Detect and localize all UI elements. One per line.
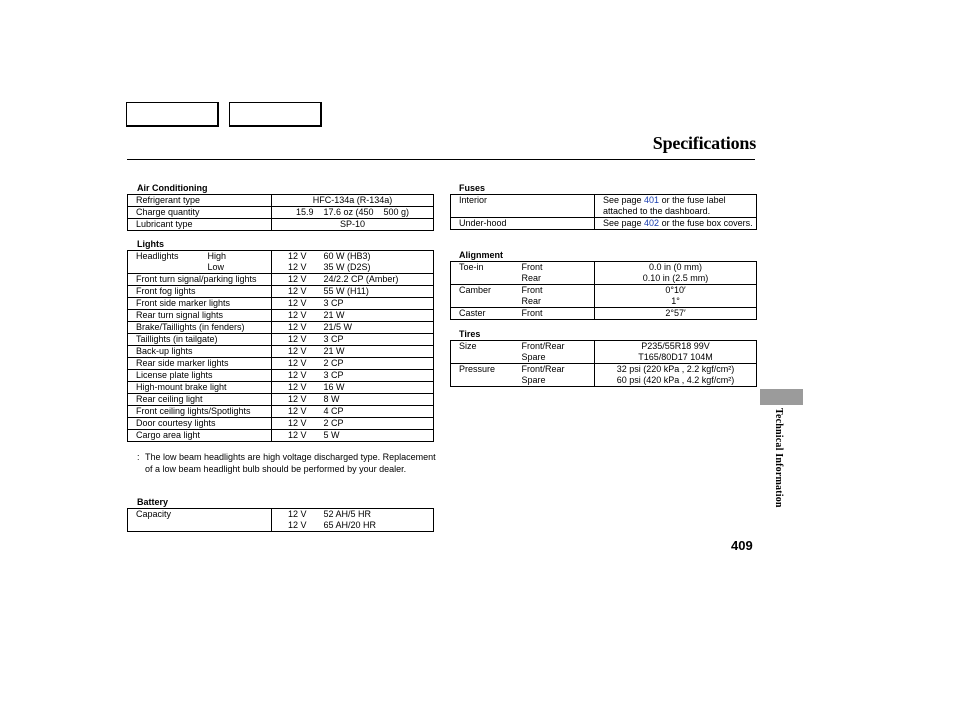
row-label (128, 262, 200, 274)
row-value: 0°10′ (595, 285, 757, 297)
row-label: Front turn signal/parking lights (128, 274, 272, 286)
table-row (128, 322, 434, 334)
nav-tab-box-2[interactable] (229, 102, 322, 127)
row-label (451, 375, 514, 387)
row-value: 21 W (308, 310, 434, 322)
table-row (128, 207, 434, 219)
row-sub: Front (514, 308, 595, 320)
row-label: Back-up lights (128, 346, 272, 358)
row-label: Size (459, 341, 477, 351)
lights-heading: Lights (137, 239, 164, 249)
row-value: 1° (595, 296, 757, 308)
side-section-label: Technical Information (773, 408, 784, 508)
row-value: 0.10 in (2.5 mm) (595, 273, 757, 285)
table-row (128, 394, 434, 406)
row-value: 5 W (308, 430, 434, 442)
table-row (451, 218, 757, 230)
table-row (128, 370, 434, 382)
row-label: Taillights (in tailgate) (128, 334, 272, 346)
row-label: Front fog lights (128, 286, 272, 298)
table-row (451, 285, 757, 297)
row-volt: 12 V (272, 520, 308, 532)
row-sub: Front/Rear (514, 364, 595, 376)
row-label: Interior (459, 195, 488, 205)
row-value: P235/55R18 99V (595, 341, 757, 353)
row-volt: 12 V (272, 406, 308, 418)
row-sub: Front (514, 285, 595, 297)
tires-heading: Tires (459, 329, 481, 339)
row-value: 52 AH/5 HR (323, 509, 372, 519)
table-row (128, 262, 434, 274)
row-volt: 12 V (272, 322, 308, 334)
row-volt: 12 V (272, 262, 308, 274)
table-row (451, 195, 757, 218)
row-value: 35 W (D2S) (323, 262, 371, 272)
fuse-text: See page (603, 195, 645, 205)
row-value: SP-10 (272, 219, 434, 231)
row-label (451, 296, 514, 308)
fuse-text: or the fuse label attached to the dashboard. (603, 195, 726, 216)
table-row (128, 430, 434, 442)
tires-table (450, 340, 757, 387)
row-volt: 12 V (272, 286, 308, 298)
row-value: 60 psi (420 kPa , 4.2 kgf/cm²) (595, 375, 757, 387)
row-label: Under-hood (451, 218, 595, 230)
table-row (128, 195, 434, 207)
row-value: 3 CP (308, 334, 434, 346)
table-row (451, 341, 757, 353)
table-row (451, 308, 757, 320)
row-sub: High (207, 251, 227, 261)
table-row (128, 382, 434, 394)
row-label: Door courtesy lights (128, 418, 272, 430)
row-sub: Rear (521, 273, 542, 283)
row-sub: Spare (521, 352, 546, 362)
alignment-table (450, 261, 757, 320)
row-value: 8 W (308, 394, 434, 406)
table-row (451, 262, 757, 274)
row-label: High-mount brake light (128, 382, 272, 394)
row-label: Lubricant type (128, 219, 272, 231)
air-conditioning-heading: Air Conditioning (137, 183, 208, 193)
page-number: 409 (731, 538, 753, 553)
row-label: Headlights (136, 251, 179, 261)
row-value: 24/2.2 CP (Amber) (308, 274, 434, 286)
row-volt: 12 V (272, 382, 308, 394)
table-row (128, 286, 434, 298)
row-volt: 12 V (272, 394, 308, 406)
table-row (128, 418, 434, 430)
battery-label: Capacity (136, 509, 172, 519)
note-marker: : (137, 452, 140, 462)
row-volt: 12 V (272, 430, 308, 442)
row-volt: 12 V (272, 251, 308, 263)
table-row (128, 298, 434, 310)
section-tab-marker[interactable] (760, 389, 803, 405)
note-text: The low beam headlights are high voltage discharged type. Replacement of a low beam headlight bulb should be performed by your dealer. (145, 452, 436, 474)
table-row (451, 273, 757, 285)
row-label: Charge quantity (128, 207, 272, 219)
row-sub: Low (207, 262, 225, 272)
row-label: Caster (451, 308, 514, 320)
table-row (128, 346, 434, 358)
row-volt: 12 V (272, 334, 308, 346)
row-value: 15.9 17.6 oz (450 500 g) (272, 207, 434, 219)
table-row (451, 364, 757, 376)
row-sub: Spare (521, 375, 546, 385)
row-label (451, 352, 514, 364)
table-row (128, 219, 434, 231)
row-volt: 12 V (272, 274, 308, 286)
row-label: Rear ceiling light (128, 394, 272, 406)
title-rule (127, 159, 755, 160)
row-value: 21/5 W (308, 322, 434, 334)
row-value: 3 CP (308, 370, 434, 382)
air-conditioning-table (127, 194, 434, 231)
table-row (128, 358, 434, 370)
table-row (128, 274, 434, 286)
alignment-heading: Alignment (459, 250, 503, 260)
row-value: 3 CP (308, 298, 434, 310)
row-label: Refrigerant type (136, 195, 201, 205)
row-volt: 12 V (272, 418, 308, 430)
page-title: Specifications (652, 133, 756, 153)
row-value: 21 W (308, 346, 434, 358)
row-label: License plate lights (128, 370, 272, 382)
row-value: 2°57′ (595, 308, 757, 320)
page-link-401[interactable]: 401 (644, 195, 660, 205)
row-label (451, 273, 514, 285)
fuse-text: See page (603, 218, 645, 228)
row-label: Front ceiling lights/Spotlights (128, 406, 272, 418)
row-label: Front side marker lights (128, 298, 272, 310)
row-value: HFC-134a (R-134a) (272, 195, 434, 207)
lights-table (127, 250, 434, 442)
table-row (128, 334, 434, 346)
row-value (595, 218, 757, 230)
table-row (128, 509, 434, 521)
row-value: 0.0 in (0 mm) (595, 262, 757, 274)
row-volt: 12 V (272, 358, 308, 370)
row-value: 2 CP (308, 358, 434, 370)
row-volt: 12 V (272, 298, 308, 310)
row-label: Rear turn signal lights (128, 310, 272, 322)
fuse-text: or the fuse box covers. (659, 218, 753, 228)
row-volt: 12 V (272, 509, 308, 521)
row-value (595, 195, 757, 218)
row-value: 16 W (308, 382, 434, 394)
page-link-402[interactable]: 402 (644, 218, 660, 228)
row-label: Brake/Taillights (in fenders) (128, 322, 272, 334)
row-value: 65 AH/20 HR (323, 520, 377, 530)
nav-tab-box-1[interactable] (126, 102, 219, 127)
fuses-table (450, 194, 757, 230)
row-label: Camber (451, 285, 514, 297)
battery-heading: Battery (137, 497, 169, 507)
table-row (128, 251, 434, 263)
row-value: 55 W (H11) (308, 286, 434, 298)
fuses-heading: Fuses (459, 183, 486, 193)
table-row (128, 406, 434, 418)
row-volt: 12 V (272, 370, 308, 382)
row-label: Cargo area light (128, 430, 272, 442)
row-label: Rear side marker lights (128, 358, 272, 370)
row-value: 60 W (HB3) (323, 251, 371, 261)
row-sub: Front/Rear (521, 341, 565, 351)
row-volt: 12 V (272, 310, 308, 322)
row-value: 32 psi (220 kPa , 2.2 kgf/cm²) (595, 364, 757, 376)
battery-table (127, 508, 434, 532)
row-value: 4 CP (308, 406, 434, 418)
table-row (451, 296, 757, 308)
row-volt: 12 V (272, 346, 308, 358)
row-value: T165/80D17 104M (595, 352, 757, 364)
headlight-note (137, 452, 437, 475)
row-label: Toe-in (459, 262, 484, 272)
row-label: Pressure (451, 364, 514, 376)
row-value: 2 CP (308, 418, 434, 430)
row-sub: Front (521, 262, 543, 272)
table-row (451, 352, 757, 364)
row-sub: Rear (521, 296, 542, 306)
table-row (451, 375, 757, 387)
table-row (128, 310, 434, 322)
